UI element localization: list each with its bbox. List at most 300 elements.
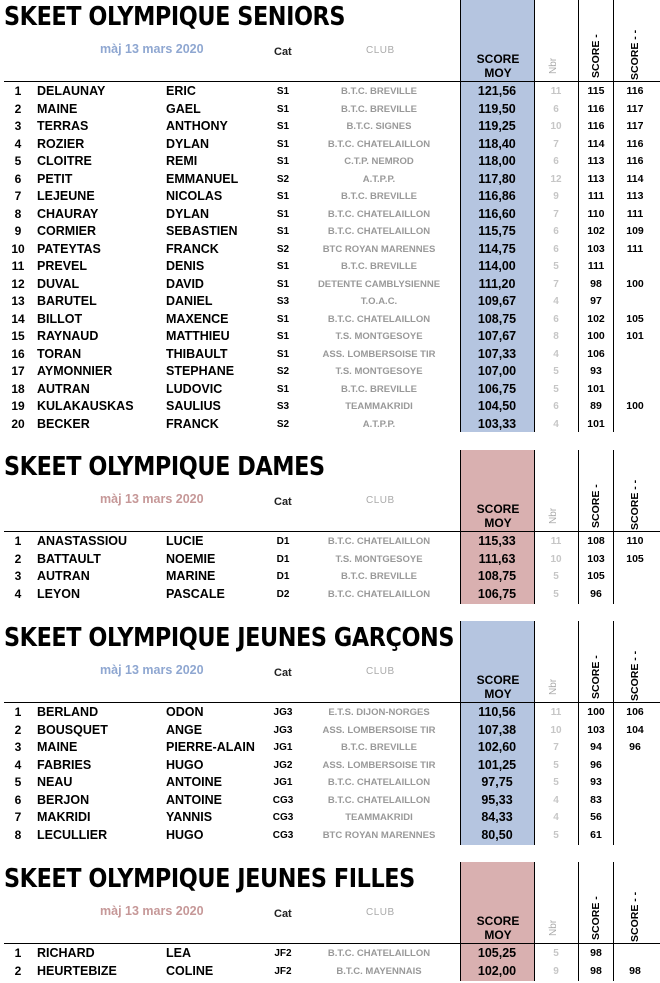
last-name: MAKRIDI [37,810,91,824]
first-name: DANIEL [166,294,213,308]
match-count: 7 [553,208,559,220]
table-row [0,153,660,171]
last-name: TORAN [37,346,82,361]
header-divider [4,702,660,703]
average-score: 95,33 [481,792,513,807]
last-name: RAYNAUD [37,329,99,343]
best-score: 83 [590,793,602,806]
last-name: LECULLIER [37,827,108,842]
rank: 1 [14,705,22,719]
club: B.T.C. BREVILLE [340,86,417,97]
last-name: LEJEUNE [37,189,95,203]
header-average-score: SCORE MOY [476,502,520,530]
best-score: 89 [590,400,602,412]
header-divider [4,81,660,82]
match-count: 8 [553,331,559,342]
club: B.T.C. CHATELAILLON [327,138,431,150]
rank: 13 [11,294,25,308]
best-score: 56 [590,811,602,823]
first-name: DYLAN [166,136,210,151]
header-match-count: Nbr [548,507,559,524]
club: B.T.C. BREVILLE [340,261,417,272]
second-score: 105 [626,312,644,325]
club: T.S. MONTGESOYE [335,553,423,565]
first-name: EMMANUEL [166,171,239,186]
club: B.T.C. BREVILLE [340,383,417,395]
category: CG3 [272,794,294,806]
second-score: 117 [626,102,644,115]
table-row [0,827,660,845]
first-name: ANTOINE [166,775,223,789]
header-match-count: Nbr [548,57,559,74]
match-count: 10 [550,121,562,132]
last-name: BILLOT [37,311,83,326]
table-row [0,792,660,810]
club: ASS. LOMBERSOISE TIR [322,759,436,771]
best-score: 102 [587,312,605,325]
header-match-count: Nbr [548,919,559,936]
last-name: CORMIER [37,224,97,238]
best-score: 103 [587,552,605,565]
last-name: BECKER [37,416,90,431]
table-row [0,704,660,722]
category: JG1 [273,777,293,788]
last-name: HEURTEBIZE [37,963,117,978]
header-best-score: SCORE - [590,896,602,940]
category: S1 [276,103,290,115]
table-row [0,381,660,399]
last-name: AYMONNIER [37,364,113,378]
second-score: 116 [626,137,644,150]
table-row [0,945,660,963]
rank: 12 [11,276,25,291]
table-row [0,568,660,586]
best-score: 96 [590,758,602,771]
table-row [0,171,660,189]
last-name: PATEYTAS [37,241,101,256]
first-name: NICOLAS [166,189,223,203]
match-count: 7 [553,278,559,290]
best-score: 113 [587,155,605,167]
second-score: 101 [626,330,644,342]
match-count: 5 [553,383,559,395]
match-count: 6 [553,156,559,167]
rank: 2 [14,101,22,116]
second-score: 104 [626,723,644,736]
average-score: 97,75 [481,775,513,789]
last-name: RICHARD [37,946,95,960]
average-score: 118,00 [478,154,516,168]
ranking-section [0,621,660,847]
average-score: 84,33 [481,810,513,824]
second-score: 116 [626,155,644,167]
last-name: BERJON [37,792,90,807]
match-count: 7 [553,138,559,150]
section-title: SKEET OLYMPIQUE JEUNES GARÇONS [4,623,455,653]
category: JF2 [274,965,292,977]
first-name: MAXENCE [166,311,229,326]
rank: 16 [11,346,25,361]
average-score: 119,25 [478,119,516,133]
best-score: 101 [587,382,605,395]
table-row [0,311,660,329]
best-score: 114 [587,137,605,150]
best-score: 98 [590,947,602,959]
category: JG3 [273,707,293,718]
club: B.T.C. MAYENNAIS [336,965,422,977]
category: S2 [276,173,290,185]
first-name: GAEL [166,101,201,116]
first-name: LUDOVIC [166,381,223,396]
match-count: 12 [550,173,562,185]
last-name: AUTRAN [37,381,90,396]
average-score: 106,75 [477,586,517,601]
best-score: 100 [587,706,605,718]
club: B.T.C. CHATELAILLON [327,588,431,600]
average-score: 117,80 [478,171,516,186]
best-score: 93 [590,776,602,788]
first-name: SAULIUS [166,399,221,413]
match-count: 7 [553,742,559,753]
second-score: 106 [626,706,644,718]
last-name: BOUSQUET [37,722,108,737]
last-name: DELAUNAY [37,84,106,98]
first-name: SEBASTIEN [166,224,238,238]
update-date: màj 13 mars 2020 [100,663,204,677]
header-average-score: SCORE MOY [476,52,520,80]
first-name: STEPHANE [166,364,235,378]
first-name: ERIC [166,84,196,98]
average-score: 80,50 [481,827,513,842]
rank: 11 [11,259,25,273]
last-name: TERRAS [37,119,89,133]
match-count: 9 [553,191,559,202]
last-name: NEAU [37,775,73,789]
average-score: 103,33 [477,416,517,431]
rank: 1 [14,84,22,98]
club: B.T.C. CHATELAILLON [327,536,431,547]
table-row [0,774,660,792]
club: BTC ROYAN MARENNES [322,243,436,255]
category: S1 [276,226,290,237]
second-score: 117 [626,120,644,132]
category: S2 [276,366,290,377]
header-second-score: SCORE - - [629,891,641,942]
table-row [0,533,660,551]
table-row [0,276,660,294]
match-count: 6 [553,401,559,412]
club: B.T.C. CHATELAILLON [327,777,431,788]
first-name: DYLAN [166,206,210,221]
best-score: 116 [587,102,605,115]
club: B.T.C. BREVILLE [340,191,417,202]
rank: 4 [14,136,22,151]
last-name: ROZIER [37,136,85,151]
match-count: 6 [553,313,559,325]
club: DETENTE CAMBLYSIENNE [317,278,441,290]
rank: 10 [11,241,25,256]
second-score: 96 [629,741,641,753]
last-name: KULAKAUSKAS [37,399,134,413]
category: D2 [276,588,290,600]
rank: 8 [14,827,22,842]
table-row [0,809,660,827]
section-title: SKEET OLYMPIQUE JEUNES FILLES [4,864,415,894]
first-name: LEA [166,946,191,960]
header-average-score: SCORE MOY [476,914,520,942]
average-score: 114,00 [478,259,516,273]
club: E.T.S. DIJON-NORGES [328,707,430,718]
header-divider [4,943,660,944]
header-divider [4,531,660,532]
table-row [0,551,660,569]
match-count: 5 [553,261,559,272]
first-name: LUCIE [166,534,204,548]
club: B.T.C. CHATELAILLON [327,313,431,325]
first-name: FRANCK [166,241,219,256]
club: T.O.A.C. [360,296,398,307]
header-club: CLUB [366,907,395,918]
header-best-score: SCORE - [590,655,602,699]
rank: 1 [14,946,22,960]
category: CG3 [272,812,294,823]
header-second-score: SCORE - - [629,479,641,530]
rank: 1 [14,534,22,548]
best-score: 93 [590,365,602,377]
average-score: 115,75 [478,224,516,238]
last-name: BERLAND [37,705,99,719]
best-score: 100 [587,330,605,342]
average-score: 121,56 [477,84,517,98]
club: B.T.C. CHATELAILLON [327,226,431,237]
club: B.T.C. SIGNES [346,121,412,132]
club: BTC ROYAN MARENNES [322,829,436,841]
best-score: 98 [590,964,602,977]
second-score: 113 [626,190,644,202]
best-score: 97 [590,295,602,307]
last-name: AUTRAN [37,569,90,583]
first-name: DENIS [166,259,205,273]
club: ASS. LOMBERSOISE TIR [322,724,436,736]
average-score: 107,38 [477,722,517,737]
category: S2 [276,418,290,430]
first-name: FRANCK [166,416,219,431]
category: S1 [276,261,290,272]
club: B.T.C. CHATELAILLON [327,208,431,220]
second-score: 116 [626,85,644,97]
club: TEAMMAKRIDI [345,401,413,412]
category: JG2 [273,759,293,771]
match-count: 11 [550,707,562,718]
club: T.S. MONTGESOYE [335,331,423,342]
club: TEAMMAKRIDI [345,812,413,823]
category: S1 [276,348,290,360]
update-date: màj 13 mars 2020 [100,904,204,918]
match-count: 10 [550,553,562,565]
second-score: 105 [626,552,644,565]
club: ASS. LOMBERSOISE TIR [322,348,436,360]
match-count: 10 [550,724,562,736]
rank: 19 [11,399,25,413]
average-score: 102,00 [477,963,517,978]
last-name: DUVAL [37,276,80,291]
rank: 8 [14,206,22,221]
match-count: 5 [553,366,559,377]
first-name: ANTOINE [166,792,223,807]
category: D1 [276,553,290,565]
last-name: BATTAULT [37,551,101,566]
second-score: 100 [626,400,644,412]
first-name: THIBAULT [166,346,228,361]
table-row [0,416,660,434]
category: JG1 [273,742,293,753]
rank: 2 [14,551,22,566]
last-name: CLOITRE [37,154,92,168]
last-name: MAINE [37,740,78,754]
match-count: 5 [553,588,559,600]
header-club: CLUB [366,45,395,56]
table-row [0,206,660,224]
category: S1 [276,191,290,202]
match-count: 5 [553,948,559,959]
average-score: 107,67 [477,329,517,343]
best-score: 61 [590,828,602,841]
table-row [0,83,660,101]
category: S1 [276,383,290,395]
best-score: 98 [590,277,602,290]
rank: 5 [14,775,22,789]
first-name: ANTHONY [166,119,228,133]
match-count: 5 [553,829,559,841]
club: T.S. MONTGESOYE [335,366,423,377]
club: A.T.P.P. [362,418,396,430]
update-date: màj 13 mars 2020 [100,492,204,506]
category: S1 [276,313,290,325]
average-score: 108,75 [477,569,517,583]
match-count: 6 [553,243,559,255]
rank: 2 [14,722,22,737]
best-score: 110 [587,207,605,220]
average-score: 101,25 [477,757,517,772]
rank: 6 [14,171,22,186]
first-name: PIERRE-ALAIN [166,740,255,754]
table-row [0,188,660,206]
section-title: SKEET OLYMPIQUE SENIORS [4,2,346,32]
header-category: Cat [274,46,292,58]
last-name: FABRIES [37,757,92,772]
average-score: 118,40 [478,136,516,151]
header-best-score: SCORE - [590,34,602,78]
average-score: 119,50 [478,101,516,116]
rank: 17 [11,364,25,378]
rank: 3 [14,740,22,754]
last-name: MAINE [37,101,78,116]
table-row [0,757,660,775]
average-score: 114,75 [478,241,516,256]
match-count: 5 [553,571,559,582]
match-count: 11 [550,86,562,97]
ranking-section [0,450,660,606]
best-score: 94 [590,741,602,753]
best-score: 103 [587,242,605,255]
category: S1 [276,156,290,167]
header-club: CLUB [366,495,395,506]
table-row [0,963,660,981]
category: S2 [276,243,290,255]
average-score: 106,75 [477,381,517,396]
match-count: 6 [553,103,559,115]
best-score: 96 [590,587,602,600]
best-score: 108 [587,535,605,547]
best-score: 115 [587,85,605,97]
header-category: Cat [274,908,292,920]
first-name: REMI [166,154,198,168]
table-row [0,293,660,311]
table-row [0,136,660,154]
table-row [0,398,660,416]
average-score: 116,60 [478,206,516,221]
header-average-score: SCORE MOY [476,673,520,701]
first-name: NOEMIE [166,551,216,566]
best-score: 111 [587,260,605,272]
last-name: PETIT [37,171,73,186]
first-name: MATTHIEU [166,329,230,343]
update-date: màj 13 mars 2020 [100,42,204,56]
header-second-score: SCORE - - [629,29,641,80]
first-name: HUGO [166,827,204,842]
match-count: 4 [553,348,559,360]
category: CG3 [272,829,294,841]
second-score: 98 [629,964,641,977]
best-score: 105 [587,570,605,582]
category: S1 [276,86,290,97]
table-row [0,101,660,119]
rank: 7 [14,189,22,203]
club: B.T.C. CHATELAILLON [327,794,431,806]
rank: 6 [14,792,22,807]
rank: 15 [11,329,25,343]
match-count: 4 [553,418,559,430]
match-count: 5 [553,777,559,788]
first-name: MARINE [166,569,216,583]
table-row [0,739,660,757]
best-score: 102 [587,225,605,237]
average-score: 105,25 [477,946,517,960]
first-name: COLINE [166,963,214,978]
club: B.T.C. BREVILLE [340,571,417,582]
category: S3 [276,401,290,412]
club: B.T.C. BREVILLE [340,742,417,753]
rank: 5 [14,154,22,168]
match-count: 5 [553,759,559,771]
rank: 3 [14,119,22,133]
last-name: CHAURAY [37,206,99,221]
rank: 9 [14,224,22,238]
best-score: 101 [587,417,605,430]
first-name: YANNIS [166,810,213,824]
best-score: 103 [587,723,605,736]
first-name: ODON [166,705,204,719]
average-score: 116,86 [478,189,516,203]
first-name: PASCALE [166,586,225,601]
table-row [0,258,660,276]
average-score: 111,63 [478,551,516,566]
header-category: Cat [274,496,292,508]
second-score: 109 [626,225,644,237]
table-row [0,363,660,381]
rank: 18 [11,381,25,396]
category: D1 [276,536,290,547]
